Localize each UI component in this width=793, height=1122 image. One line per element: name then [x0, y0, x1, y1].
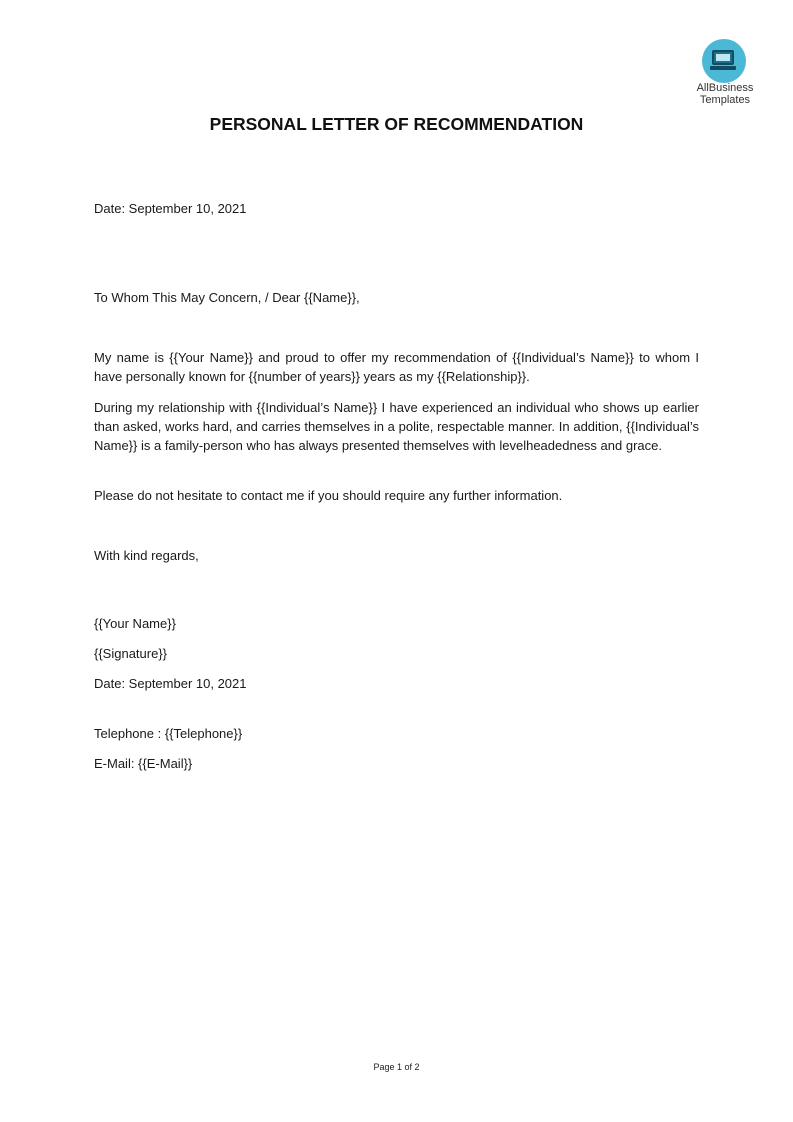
document-title: PERSONAL LETTER OF RECOMMENDATION	[209, 114, 584, 134]
logo-text: AllBusiness Templates	[696, 82, 754, 106]
signature-date: Date: September 10, 2021	[94, 676, 247, 691]
allbusiness-templates-logo	[688, 38, 762, 112]
paragraph-intro: My name is {{Your Name}} and proud to offer my recommendation of {{Individual’s Name}} to whom I have personally known for {{number of years}} years as my {{Relationship}}.	[94, 350, 699, 384]
closing: With kind regards,	[94, 548, 199, 563]
sender-name: {{Your Name}}	[94, 616, 176, 631]
email-line: E-Mail: {{E-Mail}}	[94, 756, 193, 771]
sender-signature: {{Signature}}	[94, 646, 168, 661]
telephone-line: Telephone : {{Telephone}}	[94, 726, 243, 741]
salutation: To Whom This May Concern, / Dear {{Name}},	[94, 290, 360, 305]
page-number: Page 1 of 2	[373, 1062, 420, 1072]
paragraph-contact: Please do not hesitate to contact me if you should require any further information.	[94, 488, 563, 503]
date-line: Date: September 10, 2021	[94, 201, 247, 216]
laptop-icon	[702, 39, 746, 83]
paragraph-relationship: During my relationship with {{Individual’s Name}} I have experienced an individual who shows up earlier than asked, works hard, and carries themselves in a polite, respectable manner. In addition, {{Individual’s Name}} is a family-person who has always presented themselves with levelheadedness and grace.	[94, 400, 699, 453]
